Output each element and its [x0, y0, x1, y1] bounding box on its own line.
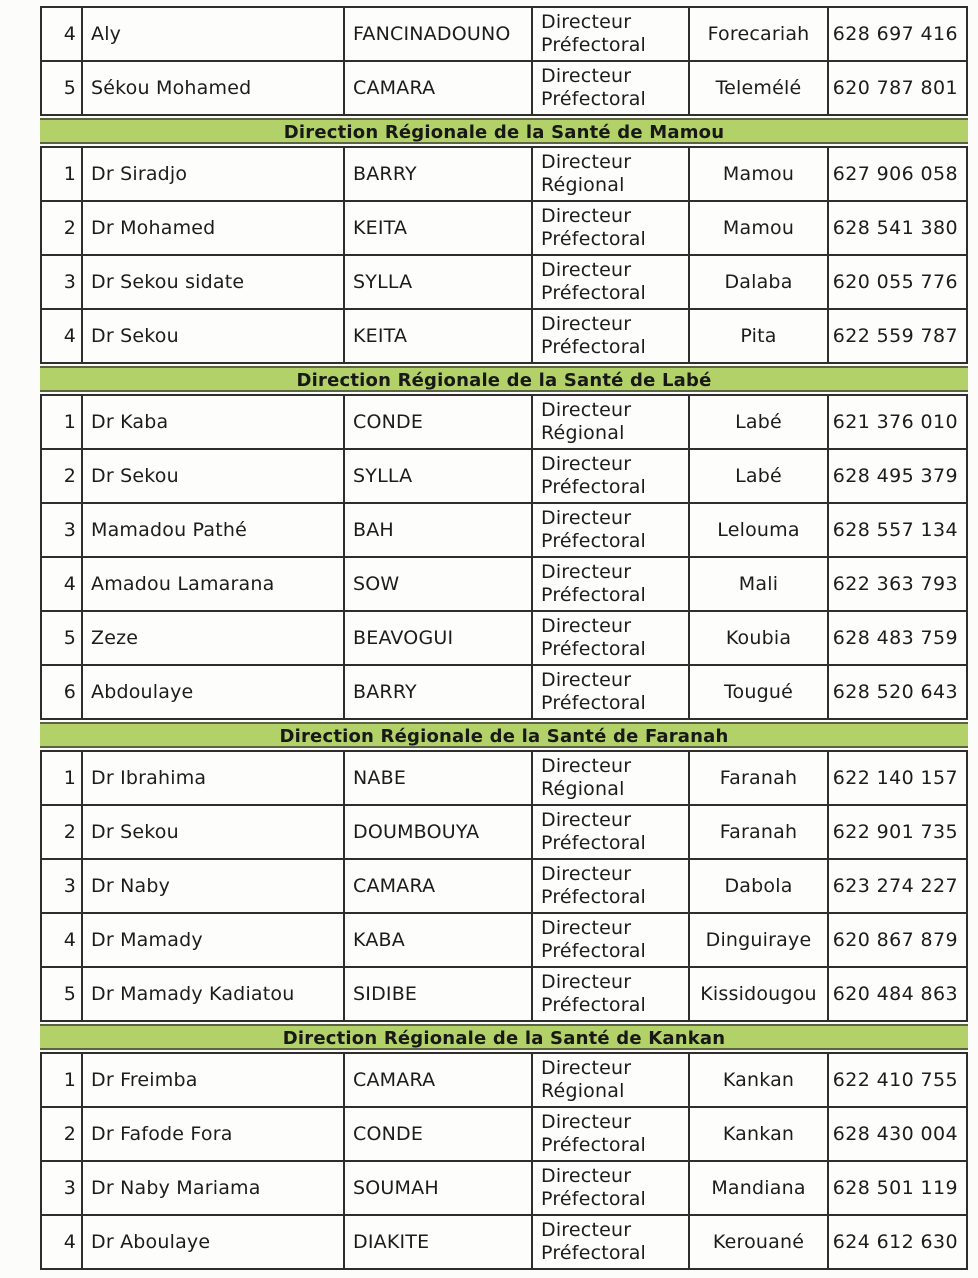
cell-phone-number: 627 906 058	[827, 148, 966, 200]
cell-row-number: 6	[63, 681, 76, 703]
role-line-2: Préfectoral	[541, 994, 647, 1016]
cell-phone-number: 623 274 227	[827, 860, 966, 912]
role-line-1: Directeur	[541, 614, 632, 637]
cell-last-name: SOUMAH	[343, 1162, 531, 1214]
cell-first-name: Dr Mamady Kadiatou	[81, 968, 343, 1020]
contact-table	[40, 6, 968, 1270]
cell-phone-number: 628 541 380	[827, 202, 966, 254]
role-line-1: Directeur	[541, 754, 632, 777]
cell-role	[531, 8, 688, 60]
cell-role	[531, 806, 688, 858]
role-line-2: Préfectoral	[541, 336, 647, 358]
role-line-1: Directeur	[541, 506, 632, 529]
cell-role	[531, 752, 688, 804]
cell-phone-number: 624 612 630	[827, 1216, 966, 1268]
role-line-1: Directeur	[541, 1056, 632, 1079]
table-row	[42, 148, 966, 200]
cell-last-name: KEITA	[343, 202, 531, 254]
cell-role	[531, 256, 688, 308]
cell-row-number: 1	[63, 767, 76, 789]
cell-last-name: BEAVOGUI	[343, 612, 531, 664]
table-row	[42, 664, 966, 718]
role-line-2: Régional	[541, 778, 625, 800]
cell-row-number: 4	[63, 23, 76, 45]
table-row	[42, 966, 966, 1020]
cell-last-name: BARRY	[343, 666, 531, 718]
role-line-2: Préfectoral	[541, 1134, 647, 1156]
cell-row-number: 5	[63, 983, 76, 1005]
cell-last-name: KEITA	[343, 310, 531, 362]
cell-phone-number: 620 867 879	[827, 914, 966, 966]
role-line-2: Préfectoral	[541, 886, 647, 908]
cell-location: Telemélé	[688, 62, 827, 114]
cell-last-name: KABA	[343, 914, 531, 966]
cell-phone-number: 622 901 735	[827, 806, 966, 858]
cell-phone-number: 620 787 801	[827, 62, 966, 114]
cell-row-number: 3	[63, 271, 76, 293]
cell-location: Pita	[688, 310, 827, 362]
cell-last-name: SYLLA	[343, 450, 531, 502]
cell-location: Tougué	[688, 666, 827, 718]
role-line-2: Préfectoral	[541, 584, 647, 606]
cell-location: Dabola	[688, 860, 827, 912]
cell-location: Kankan	[688, 1108, 827, 1160]
cell-location: Koubia	[688, 612, 827, 664]
table-row	[42, 912, 966, 966]
cell-location: Mali	[688, 558, 827, 610]
role-line-1: Directeur	[541, 10, 632, 33]
cell-last-name: CAMARA	[343, 62, 531, 114]
cell-first-name: Dr Sekou	[81, 310, 343, 362]
cell-row-number: 3	[63, 1177, 76, 1199]
role-line-2: Régional	[541, 422, 625, 444]
role-line-2: Préfectoral	[541, 692, 647, 714]
cell-last-name: SYLLA	[343, 256, 531, 308]
cell-location: Mamou	[688, 202, 827, 254]
cell-role	[531, 1162, 688, 1214]
cell-row-number: 1	[63, 411, 76, 433]
role-line-1: Directeur	[541, 1110, 632, 1133]
role-line-1: Directeur	[541, 1218, 632, 1241]
role-line-2: Préfectoral	[541, 832, 647, 854]
cell-role	[531, 860, 688, 912]
cell-phone-number: 628 430 004	[827, 1108, 966, 1160]
cell-phone-number: 628 501 119	[827, 1162, 966, 1214]
cell-location: Faranah	[688, 752, 827, 804]
role-line-1: Directeur	[541, 64, 632, 87]
cell-first-name: Zeze	[81, 612, 343, 664]
cell-row-number: 2	[63, 217, 76, 239]
region-section	[40, 146, 968, 364]
role-line-2: Préfectoral	[541, 530, 647, 552]
cell-last-name: SIDIBE	[343, 968, 531, 1020]
cell-first-name: Dr Fafode Fora	[81, 1108, 343, 1160]
table-row	[42, 254, 966, 308]
cell-row-number: 3	[63, 875, 76, 897]
cell-row-number: 4	[63, 573, 76, 595]
cell-last-name: DIAKITE	[343, 1216, 531, 1268]
role-line-1: Directeur	[541, 970, 632, 993]
cell-role	[531, 968, 688, 1020]
role-line-2: Préfectoral	[541, 476, 647, 498]
region-section	[40, 750, 968, 1022]
cell-row-number: 2	[63, 821, 76, 843]
table-row	[42, 8, 966, 60]
role-line-1: Directeur	[541, 452, 632, 475]
cell-row-number: 3	[63, 519, 76, 541]
cell-last-name: CAMARA	[343, 1054, 531, 1106]
cell-role	[531, 914, 688, 966]
table-row	[42, 752, 966, 804]
cell-row-number: 4	[63, 929, 76, 951]
role-line-2: Préfectoral	[541, 88, 647, 110]
table-row	[42, 858, 966, 912]
cell-location: Lelouma	[688, 504, 827, 556]
cell-first-name: Dr Siradjo	[81, 148, 343, 200]
table-row	[42, 200, 966, 254]
role-line-2: Régional	[541, 174, 625, 196]
cell-first-name: Dr Freimba	[81, 1054, 343, 1106]
cell-last-name: BAH	[343, 504, 531, 556]
cell-first-name: Dr Kaba	[81, 396, 343, 448]
cell-role	[531, 558, 688, 610]
cell-location: Mandiana	[688, 1162, 827, 1214]
role-line-1: Directeur	[541, 258, 632, 281]
cell-first-name: Dr Ibrahima	[81, 752, 343, 804]
cell-role	[531, 504, 688, 556]
region-section	[40, 6, 968, 116]
role-line-2: Préfectoral	[541, 940, 647, 962]
region-section	[40, 394, 968, 720]
cell-row-number: 1	[63, 163, 76, 185]
role-line-2: Préfectoral	[541, 1188, 647, 1210]
cell-row-number: 1	[63, 1069, 76, 1091]
table-row	[42, 556, 966, 610]
role-line-1: Directeur	[541, 916, 632, 939]
cell-first-name: Dr Sekou	[81, 450, 343, 502]
role-line-2: Préfectoral	[541, 1242, 647, 1264]
table-row	[42, 1160, 966, 1214]
cell-location: Faranah	[688, 806, 827, 858]
cell-last-name: CONDE	[343, 1108, 531, 1160]
region-section	[40, 1052, 968, 1270]
cell-first-name: Dr Sekou sidate	[81, 256, 343, 308]
cell-last-name: SOW	[343, 558, 531, 610]
cell-row-number: 5	[63, 627, 76, 649]
cell-phone-number: 628 483 759	[827, 612, 966, 664]
cell-row-number: 4	[63, 325, 76, 347]
role-line-1: Directeur	[541, 1164, 632, 1187]
cell-phone-number: 622 140 157	[827, 752, 966, 804]
cell-first-name: Mamadou Pathé	[81, 504, 343, 556]
cell-phone-number: 620 055 776	[827, 256, 966, 308]
cell-location: Kissidougou	[688, 968, 827, 1020]
cell-row-number: 2	[63, 465, 76, 487]
table-row	[42, 448, 966, 502]
cell-row-number: 5	[63, 77, 76, 99]
cell-role	[531, 666, 688, 718]
region-header: Direction Régionale de la Santé de Labé	[40, 366, 968, 392]
role-line-1: Directeur	[541, 668, 632, 691]
cell-phone-number: 622 363 793	[827, 558, 966, 610]
role-line-1: Directeur	[541, 862, 632, 885]
cell-last-name: DOUMBOUYA	[343, 806, 531, 858]
table-row	[42, 1054, 966, 1106]
cell-location: Kankan	[688, 1054, 827, 1106]
role-line-2: Préfectoral	[541, 228, 647, 250]
cell-first-name: Amadou Lamarana	[81, 558, 343, 610]
cell-last-name: NABE	[343, 752, 531, 804]
cell-first-name: Dr Sekou	[81, 806, 343, 858]
region-header: Direction Régionale de la Santé de Mamou	[40, 118, 968, 144]
cell-phone-number: 620 484 863	[827, 968, 966, 1020]
cell-first-name: Dr Naby	[81, 860, 343, 912]
cell-first-name: Dr Naby Mariama	[81, 1162, 343, 1214]
cell-last-name: CAMARA	[343, 860, 531, 912]
cell-phone-number: 628 697 416	[827, 8, 966, 60]
cell-phone-number: 628 495 379	[827, 450, 966, 502]
role-line-1: Directeur	[541, 150, 632, 173]
cell-phone-number: 622 559 787	[827, 310, 966, 362]
cell-role	[531, 1054, 688, 1106]
cell-location: Labé	[688, 450, 827, 502]
role-line-2: Préfectoral	[541, 34, 647, 56]
cell-first-name: Abdoulaye	[81, 666, 343, 718]
cell-row-number: 4	[63, 1231, 76, 1253]
role-line-2: Régional	[541, 1080, 625, 1102]
table-row	[42, 1214, 966, 1268]
role-line-1: Directeur	[541, 560, 632, 583]
cell-last-name: FANCINADOUNO	[343, 8, 531, 60]
cell-phone-number: 622 410 755	[827, 1054, 966, 1106]
table-row	[42, 60, 966, 114]
role-line-1: Directeur	[541, 204, 632, 227]
cell-location: Mamou	[688, 148, 827, 200]
cell-first-name: Dr Aboulaye	[81, 1216, 343, 1268]
role-line-2: Préfectoral	[541, 282, 647, 304]
role-line-1: Directeur	[541, 808, 632, 831]
table-row	[42, 308, 966, 362]
cell-first-name: Dr Mamady	[81, 914, 343, 966]
region-header: Direction Régionale de la Santé de Faranah	[40, 722, 968, 748]
cell-role	[531, 450, 688, 502]
cell-location: Forecariah	[688, 8, 827, 60]
role-line-2: Préfectoral	[541, 638, 647, 660]
cell-role	[531, 1216, 688, 1268]
cell-last-name: CONDE	[343, 396, 531, 448]
cell-role	[531, 1108, 688, 1160]
role-line-1: Directeur	[541, 312, 632, 335]
table-row	[42, 396, 966, 448]
table-row	[42, 502, 966, 556]
cell-first-name: Dr Mohamed	[81, 202, 343, 254]
cell-role	[531, 310, 688, 362]
cell-role	[531, 202, 688, 254]
cell-first-name: Sékou Mohamed	[81, 62, 343, 114]
cell-location: Kerouané	[688, 1216, 827, 1268]
table-row	[42, 610, 966, 664]
cell-location: Dalaba	[688, 256, 827, 308]
role-line-1: Directeur	[541, 398, 632, 421]
cell-role	[531, 612, 688, 664]
cell-phone-number: 621 376 010	[827, 396, 966, 448]
cell-phone-number: 628 557 134	[827, 504, 966, 556]
cell-last-name: BARRY	[343, 148, 531, 200]
table-row	[42, 1106, 966, 1160]
cell-row-number: 2	[63, 1123, 76, 1145]
cell-role	[531, 148, 688, 200]
cell-role	[531, 62, 688, 114]
cell-location: Labé	[688, 396, 827, 448]
cell-location: Dinguiraye	[688, 914, 827, 966]
cell-phone-number: 628 520 643	[827, 666, 966, 718]
table-row	[42, 804, 966, 858]
cell-first-name: Aly	[81, 8, 343, 60]
region-header: Direction Régionale de la Santé de Kankan	[40, 1024, 968, 1050]
cell-role	[531, 396, 688, 448]
